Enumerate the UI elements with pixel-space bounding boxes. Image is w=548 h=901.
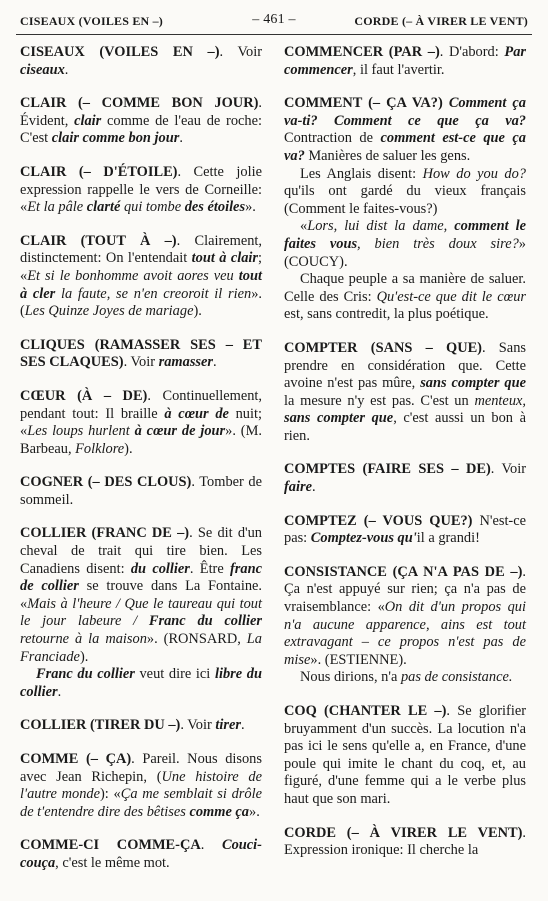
dictionary-entry [20, 525, 262, 701]
dictionary-entry [284, 825, 526, 860]
entry-headword: CLIQUES (RAMASSER SES – ET SES CLAQUES) [20, 336, 262, 371]
entry-headword: COMPTEZ (– VOUS QUE?) [284, 512, 473, 529]
entry-text: Comment ce que ça va? [334, 112, 526, 129]
dictionary-entry [284, 513, 526, 548]
entry-headword: CŒUR (À – DE) [20, 387, 148, 404]
entry-text: « [300, 218, 308, 235]
entry-headword: CORDE (– À VIRER LE VENT) [284, 824, 523, 841]
entry-text: . Cette jolie expression rappelle le vers de Corneille: « [20, 163, 262, 216]
entry-text: Franc du collier [148, 613, 262, 630]
entry-text: sans compter que [420, 375, 527, 392]
entry-text: Mais à l'heure / Que le taureau qui tout le jour labeure / [20, 595, 262, 630]
entry-text: pas de consistance. [400, 669, 513, 686]
entry-text: . Expression ironique: Il cherche la [284, 824, 526, 859]
entry-text: Comment ça va-ti? [284, 95, 527, 129]
entry-text: N'est-ce pas: [284, 512, 527, 547]
entry-text: . Ça n'est appuyé sur rien; ça n'a pas de vraisemblance: « [284, 563, 526, 616]
entry-headword: CONSISTANCE (ÇA N'A PAS DE –) [284, 563, 523, 580]
entry-text: à cœur de [164, 405, 229, 422]
entry-text: . [179, 130, 183, 147]
header-rule [16, 34, 532, 35]
entry-text: Par commencer [284, 44, 526, 78]
entry-headword: COMME (– ÇA) [20, 751, 132, 767]
dictionary-entry [20, 717, 262, 735]
entry-text: la mesure n'y est pas. C'est un [284, 392, 475, 409]
entry-text: Une histoire de l'autre monde [20, 768, 262, 803]
entry-headword: COMMENT (– ÇA VA?) [284, 95, 443, 112]
entry-text: Contraction de [284, 130, 381, 147]
entry-text: comme de l'eau de roche: C'est [20, 112, 262, 147]
dictionary-entry [284, 340, 526, 446]
entry-text: Comptez-vous qu' [310, 530, 417, 547]
entry-text: ramasser [158, 354, 214, 371]
entry-text: . Pareil. Nous disons avec Jean Richepin, ( [20, 751, 262, 785]
entry-text: . Voir [490, 461, 526, 478]
dictionary-entry [20, 837, 262, 872]
dictionary-entry [20, 44, 262, 79]
entry-text: . [200, 837, 222, 854]
entry-text: Les Quinze Joyes de mariage [24, 303, 194, 320]
entry-headword: CLAIR (– D'ÉTOILE) [20, 163, 178, 180]
entry-text: ». (ESTIENNE). [310, 651, 407, 668]
entry-text: Ça me semblait si drôle de t'entendre dire des bêtises [20, 786, 262, 820]
dictionary-entry [20, 233, 262, 321]
dictionary-entry [284, 461, 526, 496]
entry-paragraph [284, 669, 526, 687]
dictionary-entry [284, 703, 526, 809]
entry-headword: COMPTER (SANS – QUE) [284, 339, 482, 356]
left-column [20, 44, 262, 889]
dictionary-entry [20, 164, 262, 217]
entry-text [318, 113, 334, 129]
entry-paragraph [284, 218, 526, 271]
entry-text: nuit; « [20, 405, 262, 440]
entry-text: . [213, 354, 217, 371]
entry-text: tirer [215, 717, 241, 734]
entry-text: . Clairement, distinctement: On l'entendait [20, 232, 263, 267]
entry-paragraph [284, 166, 526, 219]
entry-text: Franc du collier [36, 666, 135, 683]
entry-text: Nous dirions, n'a [300, 669, 401, 686]
entry-text: Chaque peuple a sa manière de saluer. Celle des Cris: [284, 271, 526, 305]
page-number: – 461 – [252, 12, 296, 27]
entry-text: franc de collier [20, 560, 262, 595]
entry-text: Lors, lui dist la dame, [307, 218, 455, 235]
entry-text: clair [74, 112, 102, 129]
entry-text: . Se glorifier bruyamment d'un succès. La locution n'a pas ici le sens qu'elle a, en France, d'une poule qui imite le chant du coq, et, au figuré, d'une femme qui a le verbe plus haut que son mari. [284, 703, 526, 807]
entry-text: tout à clair [191, 250, 258, 267]
entry-text: sans compter que [284, 410, 394, 427]
entry-text: à cœur de jour [134, 423, 226, 440]
entry-text: How do you do? [422, 165, 526, 182]
entry-text: Folklore [75, 440, 125, 457]
entry-headword: COGNER (– DES CLOUS) [20, 474, 192, 491]
entry-text: faire [284, 479, 312, 496]
entry-headword: COMME-CI COMME-ÇA [20, 837, 201, 854]
entry-text: , bien très doux sire? [357, 235, 519, 252]
entry-text: libre du collier [20, 666, 262, 700]
entry-text: . [57, 683, 62, 700]
dictionary-entry [284, 564, 526, 687]
entry-text: ciseaux [20, 61, 65, 78]
entry-text: . Voir [123, 354, 159, 371]
entry-headword: COMMENCER (PAR –) [284, 44, 440, 60]
entry-text: comment est-ce que ça va? [284, 130, 526, 164]
entry-text: clarté [86, 199, 121, 216]
entry-text: se trouve dans La Fontaine. « [20, 578, 262, 612]
dictionary-entry [20, 751, 262, 821]
entry-paragraph [284, 271, 526, 324]
entry-text: » (COUCY). [284, 235, 526, 270]
header-right-guideword: CORDE (– À VIRER LE VENT) [354, 14, 528, 28]
entry-text: il a grandi! [416, 530, 480, 547]
entry-text: retourne à la maison [20, 631, 147, 648]
entry-headword: CISEAUX (VOILES EN –) [20, 44, 220, 60]
entry-text: la faute, se n'en creoroit il rien [55, 285, 252, 302]
entry-text: qu'ils ont gardé du vieux français (Comment le faites-vous?) [284, 183, 526, 217]
entry-headword: COLLIER (FRANC DE –) [20, 525, 190, 542]
entry-text: . Sans prendre en considération que. Cette avoine n'est pas mûre, [284, 339, 526, 392]
entry-text: , il faut l'avertir. [352, 61, 445, 78]
entry-text: , c'est aussi un bon à rien. [284, 410, 526, 444]
entry-text: . D'abord: [439, 44, 505, 60]
entry-text: Couci-couça [20, 837, 262, 871]
entry-text: ». (M. Barbeau, [20, 423, 262, 457]
entry-text: ): « [100, 786, 121, 803]
entry-text: Qu'est-ce que dit le cœur [376, 288, 526, 305]
entry-text: ). [79, 648, 89, 665]
entry-text: On dit d'un propos qui n'a aucune apparence, ains est tout extravagant – ce propos n'est pas de mise [284, 599, 526, 668]
entry-text: . [240, 717, 245, 734]
entry-text: comme ça [189, 803, 250, 820]
entry-text: Manières de saluer les gens. [304, 147, 471, 164]
right-column [284, 44, 526, 876]
dictionary-entry [20, 474, 262, 509]
entry-text: . Voir [219, 44, 262, 60]
entry-text: ». [245, 199, 256, 216]
entry-text: . Évident, [20, 95, 262, 129]
entry-text: . Être [189, 560, 231, 577]
dictionary-entry [20, 388, 262, 458]
entry-text: , c'est le même mot. [55, 854, 170, 871]
entry-text: Les Anglais disent: [300, 165, 423, 182]
entry-text: ». [249, 803, 260, 820]
entry-text: . [311, 479, 316, 496]
entry-text: comment le faites vous [284, 218, 526, 252]
entry-text: . Continuellement, pendant tout: Il braille [20, 387, 262, 422]
entry-text: Et si le bonhomme avoit aores veu [27, 267, 239, 284]
entry-text: qui tombe [120, 199, 185, 216]
dictionary-entry [284, 95, 526, 324]
entry-headword: CLAIR (TOUT À –) [20, 232, 177, 249]
entry-paragraph [20, 666, 262, 701]
entry-text: clair comme bon jour [51, 130, 180, 147]
entry-text: . Tomber de sommeil. [20, 474, 262, 508]
entry-text: veut dire ici [134, 666, 215, 683]
entry-text: ). [193, 303, 202, 320]
entry-text: du collier [130, 560, 190, 577]
entry-text: ». (RONSARD, [146, 631, 247, 648]
entry-text: ). [124, 440, 133, 457]
entry-text: La Franciade [20, 631, 262, 665]
dictionary-entry [20, 95, 262, 148]
entry-text: Et la pâle [27, 199, 87, 216]
entry-text: des étoiles [184, 199, 246, 216]
entry-headword: CLAIR (– COMME BON JOUR) [20, 95, 259, 112]
entry-text: ». ( [20, 285, 262, 320]
entry-text: . Se dit d'un cheval de trait qui tire bien. Les Canadiens disent: [20, 525, 262, 577]
dictionary-entry [20, 337, 262, 372]
entry-text: . Voir [180, 717, 216, 734]
dictionary-entry [284, 44, 526, 79]
entry-text: ; « [20, 250, 262, 284]
header-left-guideword: CISEAUX (VOILES EN –) [20, 14, 163, 28]
entry-text: . [64, 61, 69, 78]
entry-headword: COQ (CHANTER LE –) [284, 703, 447, 719]
entry-text: menteux, [474, 392, 526, 409]
entry-text: est, sans contredit, la plus poétique. [284, 306, 489, 323]
entry-headword: COLLIER (TIRER DU –) [20, 717, 181, 734]
entry-text: tout à cler [20, 267, 262, 302]
entry-text: Les loups hurlent [27, 423, 135, 440]
entry-headword: COMPTES (FAIRE SES – DE) [284, 461, 491, 478]
